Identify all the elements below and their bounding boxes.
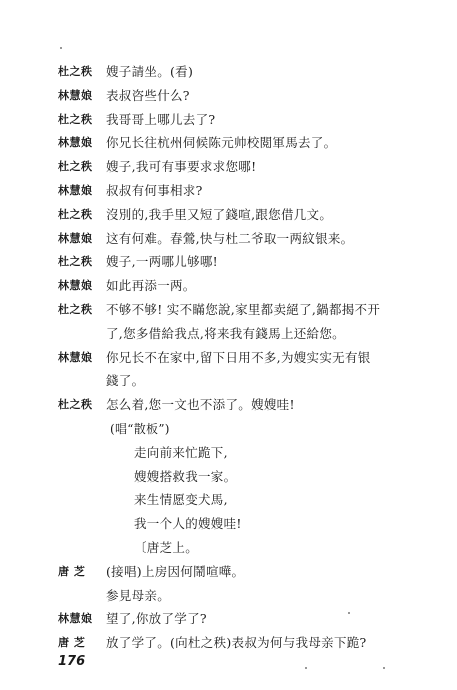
dialogue-line [0, 62, 457, 82]
dialogue-line [0, 324, 457, 344]
dialogue-line [0, 205, 457, 225]
speech-text: 了,您多借給我点,将来我有錢馬上还給您。 [106, 325, 345, 341]
speech-text: 表叔咨些什么? [106, 87, 190, 103]
speech-text: 叔叔有何事相求? [106, 183, 203, 198]
verse-line: 我一个人的嫂嫂哇! [134, 516, 242, 532]
print-speck [305, 667, 307, 669]
speaker-name: 杜之秩 [58, 255, 93, 269]
speech-text: 如此再添一两。 [106, 278, 196, 294]
print-speck [383, 667, 385, 669]
verse-line: 来生情愿变犬馬, [134, 492, 228, 508]
speech-text: 参見母亲。 [106, 587, 171, 603]
speech-text: 放了学了。(向杜之秩)表叔为何与我母亲下跪? [106, 635, 367, 651]
dialogue-line [0, 371, 457, 391]
print-speck [348, 612, 350, 614]
dialogue-line [0, 110, 457, 130]
dialogue-line [0, 586, 457, 606]
verse-line: 〔唐芝上。 [134, 540, 199, 555]
speaker-name: 杜之秩 [58, 112, 93, 126]
speaker-name: 林慧娘 [58, 612, 93, 626]
dialogue-line [0, 443, 457, 463]
speech-text: (接唱)上房因何鬧喧嘩。 [106, 563, 245, 579]
dialogue-line [0, 467, 457, 487]
speaker-name: 唐 芝 [58, 564, 86, 578]
speech-text: 沒別的,我手里又短了錢喧,跟您借几文。 [106, 206, 333, 222]
dialogue-line [0, 276, 457, 296]
speaker-name: 林慧娘 [58, 350, 93, 364]
dialogue-line [0, 133, 457, 153]
speech-text: 望了,你放了学了? [106, 611, 207, 627]
speaker-name: 林慧娘 [58, 231, 93, 245]
dialogue-line [0, 157, 457, 177]
dialogue-line [0, 609, 457, 629]
speech-text: 怎么着,您一文也不添了。嫂嫂哇! [106, 397, 295, 413]
speaker-name: 杜之秩 [58, 160, 93, 174]
speech-text: 不够不够! 实不瞞您說,家里都卖絕了,鍋都揭不开 [106, 302, 381, 317]
speaker-name: 林慧娘 [58, 88, 93, 102]
dialogue-line [0, 562, 457, 582]
verse-line: 嫂嫂搭救我一家。 [134, 468, 237, 484]
speech-text: 錢了。 [106, 373, 145, 389]
dialogue-line [0, 229, 457, 249]
page-number: 176 [58, 654, 86, 669]
dialogue-line [0, 419, 457, 439]
speaker-name: 林慧娘 [58, 184, 93, 197]
dialogue-line [0, 538, 457, 558]
speech-text: 这有何难。春鶯,快与杜二爷取一两紋银来。 [106, 230, 354, 246]
dialogue-line [0, 490, 457, 510]
stage-direction: (唱“散板”) [110, 422, 170, 436]
dialogue-line [0, 348, 457, 368]
speaker-name: 林慧娘 [58, 279, 93, 293]
dialogue-line [0, 181, 457, 201]
dialogue-line [0, 633, 457, 653]
dialogue-line [0, 514, 457, 534]
dialogue-line [0, 252, 457, 272]
dialogue-line [0, 395, 457, 415]
verse-line: 走向前来忙跪下, [134, 444, 228, 460]
speaker-name: 杜之秩 [58, 207, 93, 221]
speech-text: 嫂子請坐。(看) [106, 64, 194, 79]
speaker-name: 杜之秩 [58, 303, 93, 316]
dialogue-line [0, 86, 457, 106]
speech-text: 嫂子,一两哪儿够哪! [106, 254, 218, 270]
speaker-name: 杜之秩 [58, 398, 93, 412]
speaker-name: 林慧娘 [58, 136, 93, 150]
speaker-name: 杜之秩 [58, 65, 93, 78]
print-speck [60, 47, 62, 49]
speech-text: 你兄长往杭州伺候陈元帅校閲軍馬去了。 [106, 135, 337, 151]
speaker-name: 唐 芝 [58, 636, 86, 650]
speech-text: 你兄长不在家中,留下日用不多,为嫂实实无有银 [106, 349, 371, 365]
speech-text: 嫂子,我可有事要求求您哪! [106, 159, 257, 175]
dialogue-line [0, 300, 457, 320]
speech-text: 我哥哥上哪儿去了? [106, 111, 216, 127]
